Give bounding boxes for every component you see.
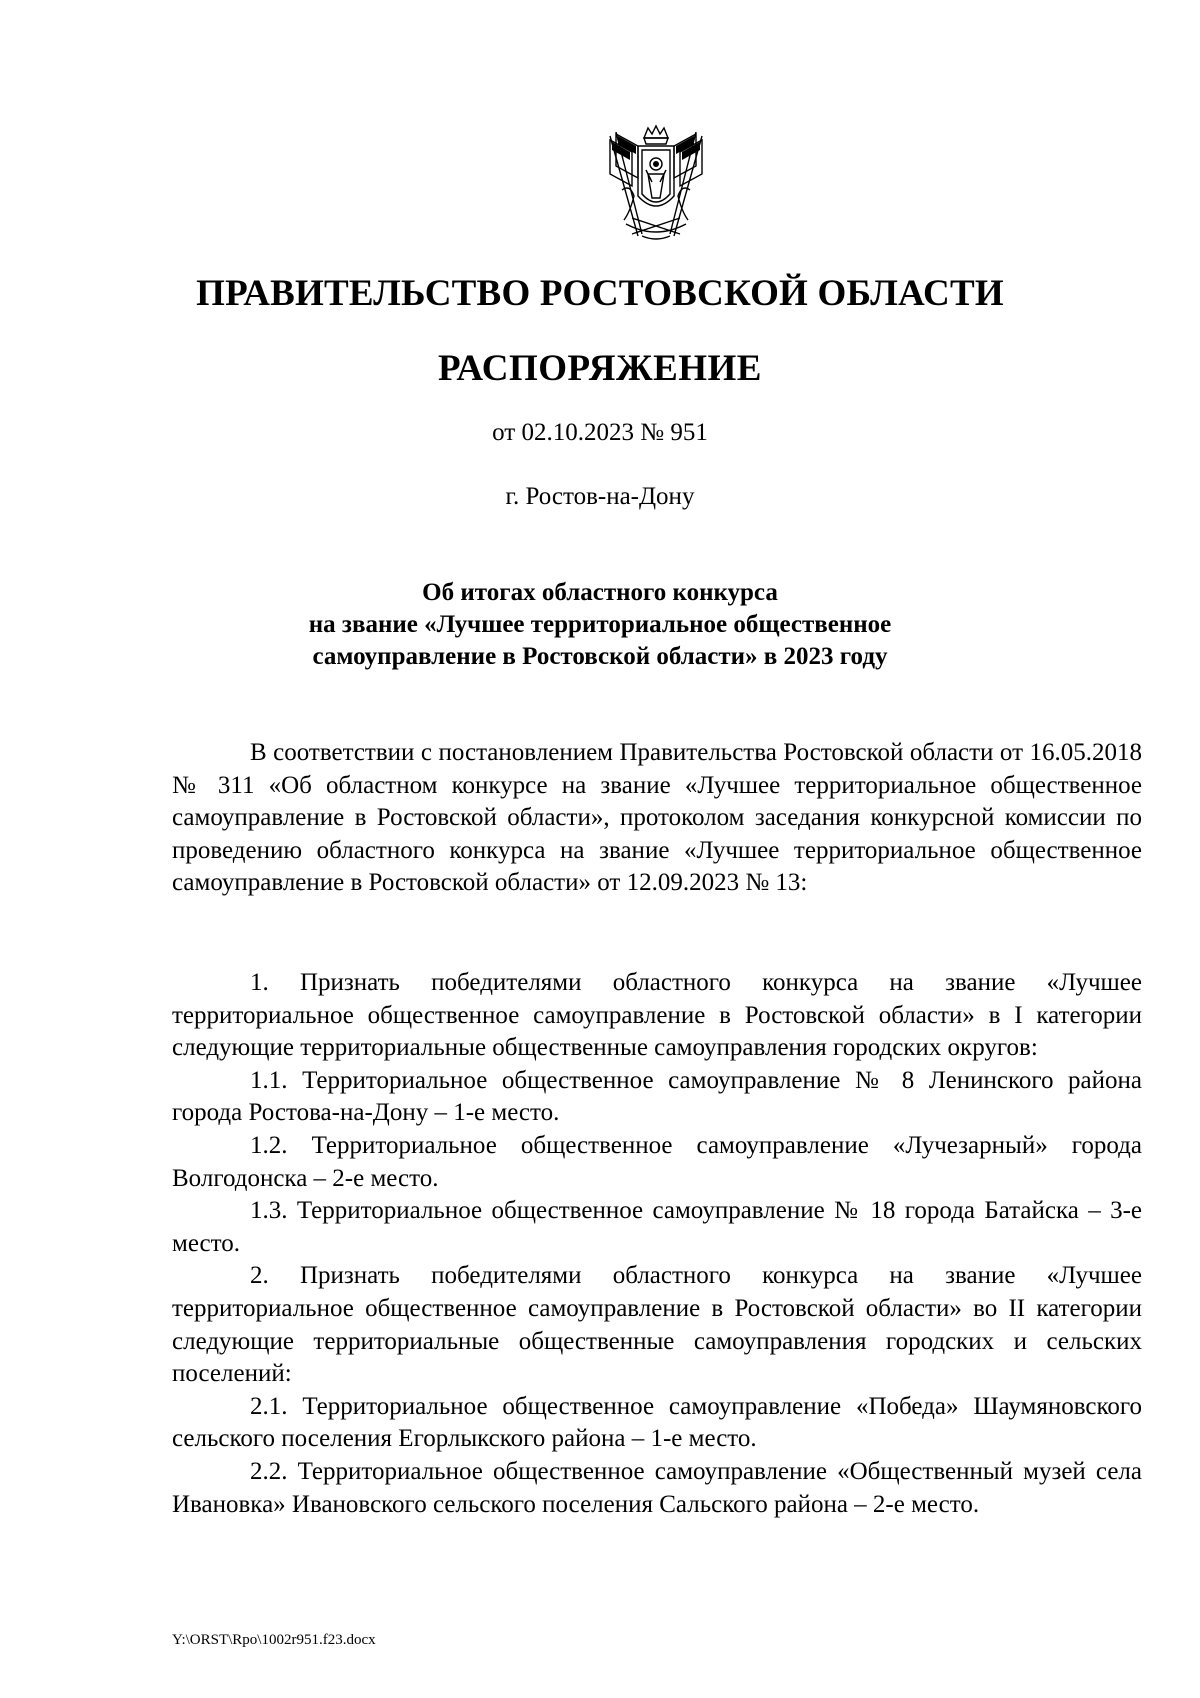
document-subject — [0, 577, 1200, 673]
preamble-paragraph: В соответствии с постановлением Правительства Ростовской области от 16.05.2018 № 311 «Об областном конкурсе на звание «Лучшее территориальное общественное самоуправление в Ростовской области», протоколом заседания конкурсной комиссии по проведению областного конкурса на звание «Лучшее территориальное общественное самоуправление в Ростовской области» от 12.09.2023 № 13: — [172, 739, 1142, 897]
subject-line: на звание «Лучшее территориальное общественное — [308, 611, 892, 638]
item-paragraph: 2.1. Территориальное общественное самоуправление «Победа» Шаумяновского сельского поселения Егорлыкского района – 1-е место. — [172, 1392, 1142, 1453]
footer-file-path: Y:\ORST\Rpo\1002r951.f23.docx — [172, 1632, 376, 1648]
document-city: г. Ростов-на-Дону — [505, 483, 695, 510]
item-paragraph: 2. Признать победителями областного конкурса на звание «Лучшее территориальное общественное самоуправление в Ростовской области» во II категории следующие территориальные общественные самоуправления городских и сельских поселений: — [172, 1262, 1142, 1388]
resolution-items — [172, 967, 1142, 1521]
coat-of-arms-icon — [602, 124, 710, 242]
item-paragraph: 2.2. Территориальное общественное самоуправление «Общественный музей села Ивановка» Ивановского сельского поселения Сальского района – 2-е место. — [172, 1457, 1142, 1518]
item-paragraph: 1.3. Территориальное общественное самоуправление № 18 города Батайска – 3-е место. — [172, 1197, 1142, 1257]
document-date-number: от 02.10.2023 № 951 — [492, 419, 708, 446]
item-paragraph: 1.1. Территориальное общественное самоуправление № 8 Ленинского района города Ростова-на-Дону – 1-е место. — [172, 1066, 1142, 1127]
item-paragraph: 1. Признать победителями областного конкурса на звание «Лучшее территориальное общественное самоуправление в Ростовской области» в I категории следующие территориальные общественные самоуправления городских округов: — [172, 969, 1142, 1062]
preamble-section — [172, 737, 1142, 900]
subject-line: самоуправление в Ростовской области» в 2023 году — [312, 643, 888, 670]
subject-line: Об итогах областного конкурса — [422, 579, 778, 606]
document-type: РАСПОРЯЖЕНИЕ — [437, 348, 762, 389]
item-paragraph: 1.2. Территориальное общественное самоуправление «Лучезарный» города Волгодонска – 2-е место. — [172, 1131, 1142, 1192]
government-title: ПРАВИТЕЛЬСТВО РОСТОВСКОЙ ОБЛАСТИ — [196, 273, 1004, 314]
